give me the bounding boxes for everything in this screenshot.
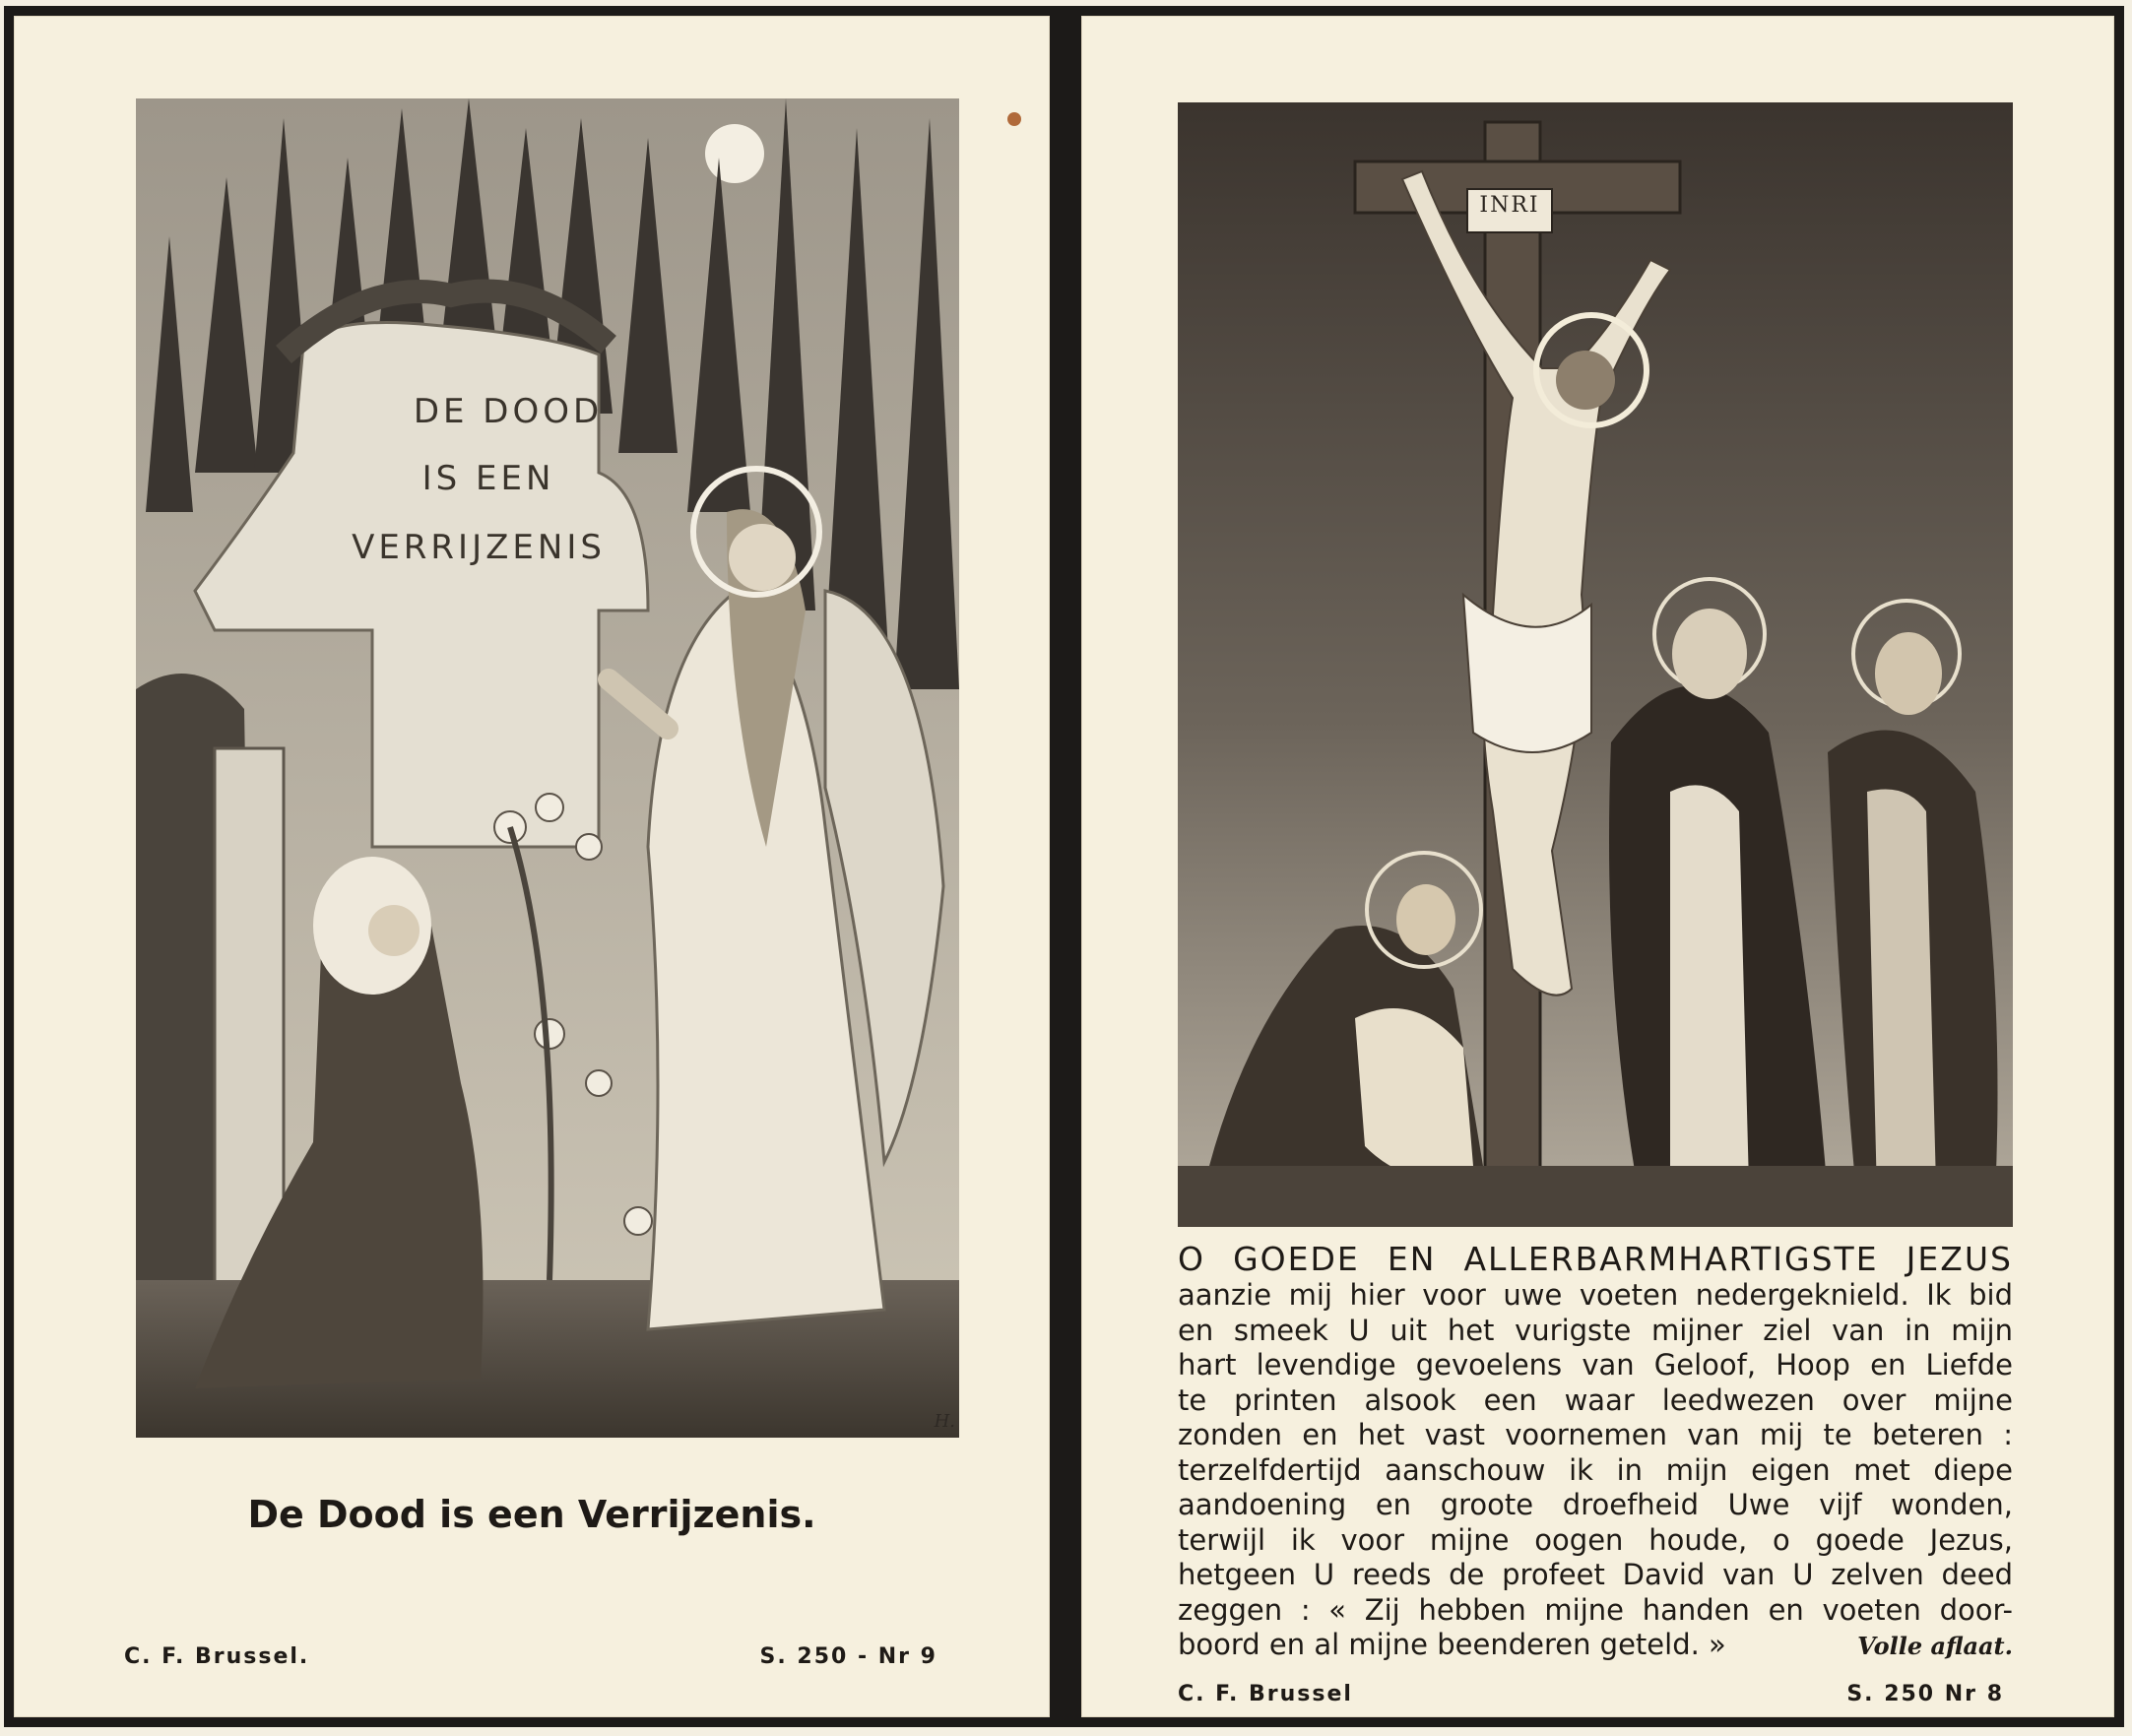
- series-number: S. 250 - Nr 9: [759, 1644, 937, 1669]
- prayer-heading-word: JEZUS: [1906, 1240, 2013, 1278]
- indulgence-note: Volle aflaat.: [1857, 1632, 2013, 1660]
- prayer-line: hetgeen U reeds de profeet David van U zelven deed: [1178, 1558, 2013, 1591]
- publisher-label: C. F. Brussel.: [124, 1644, 310, 1669]
- prayer-line: zeggen : « Zij hebben mijne handen en voeten door-: [1178, 1592, 2013, 1627]
- crucifixion-illustration: [1178, 102, 2013, 1227]
- prayer-line: terzelfdertijd aanschouw ik in mijn eigen met diepe: [1178, 1452, 2013, 1487]
- prayer-line: terwijl ik voor mijne oogen houde, o goede Jezus,: [1178, 1522, 2013, 1557]
- prayer-heading: [1178, 1241, 2013, 1278]
- inri-titulus: INRI: [1479, 193, 1540, 218]
- stone-inscription-line: VERRIJZENIS: [352, 528, 606, 567]
- prayer-last-row: [1178, 1628, 2013, 1664]
- prayer-heading-word: ALLERBARMHARTIGSTE: [1463, 1240, 1879, 1278]
- prayer-line: aanzie mij hier voor uwe voeten nedergeknield. Ik bid: [1178, 1278, 2013, 1312]
- stone-inscription-line: IS EEN: [421, 459, 555, 498]
- prayer-text: [1178, 1241, 2013, 1664]
- crucifixion-drawing: [1178, 102, 2013, 1227]
- left-card: [14, 16, 1050, 1717]
- prayer-heading-word: O: [1178, 1240, 1205, 1278]
- publisher-label: C. F. Brussel: [1178, 1682, 1353, 1706]
- card-caption: De Dood is een Verrijzenis.: [247, 1493, 816, 1536]
- prayer-line: zonden en het vast voornemen van mij te beteren :: [1178, 1418, 2013, 1451]
- right-card: [1081, 16, 2114, 1717]
- prayer-line: en smeek U uit het vurigste mijner ziel van in mijn: [1178, 1313, 2013, 1347]
- prayer-line: hart levendige gevoelens van Geloof, Hoop en Liefde: [1178, 1348, 2013, 1382]
- angel-grave-illustration: [136, 98, 959, 1438]
- stone-inscription-line: DE DOOD: [413, 392, 604, 431]
- series-number: S. 250 Nr 8: [1846, 1682, 2004, 1706]
- prayer-heading-word: EN: [1387, 1240, 1437, 1278]
- prayer-line: te printen alsook een waar leedwezen over mijne: [1178, 1382, 2013, 1417]
- prayer-heading-word: GOEDE: [1233, 1240, 1360, 1278]
- angel-grave-drawing: [136, 98, 959, 1438]
- prayer-body: [1178, 1278, 2013, 1664]
- artist-mark: H.: [934, 1411, 955, 1432]
- prayer-line: boord en al mijne beenderen geteld. »: [1178, 1628, 1726, 1661]
- prayer-line: aandoening en groote droefheid Uwe vijf wonden,: [1178, 1488, 2013, 1521]
- stain-mark: [1007, 112, 1021, 126]
- mortuary-card-frame: [4, 6, 2124, 1727]
